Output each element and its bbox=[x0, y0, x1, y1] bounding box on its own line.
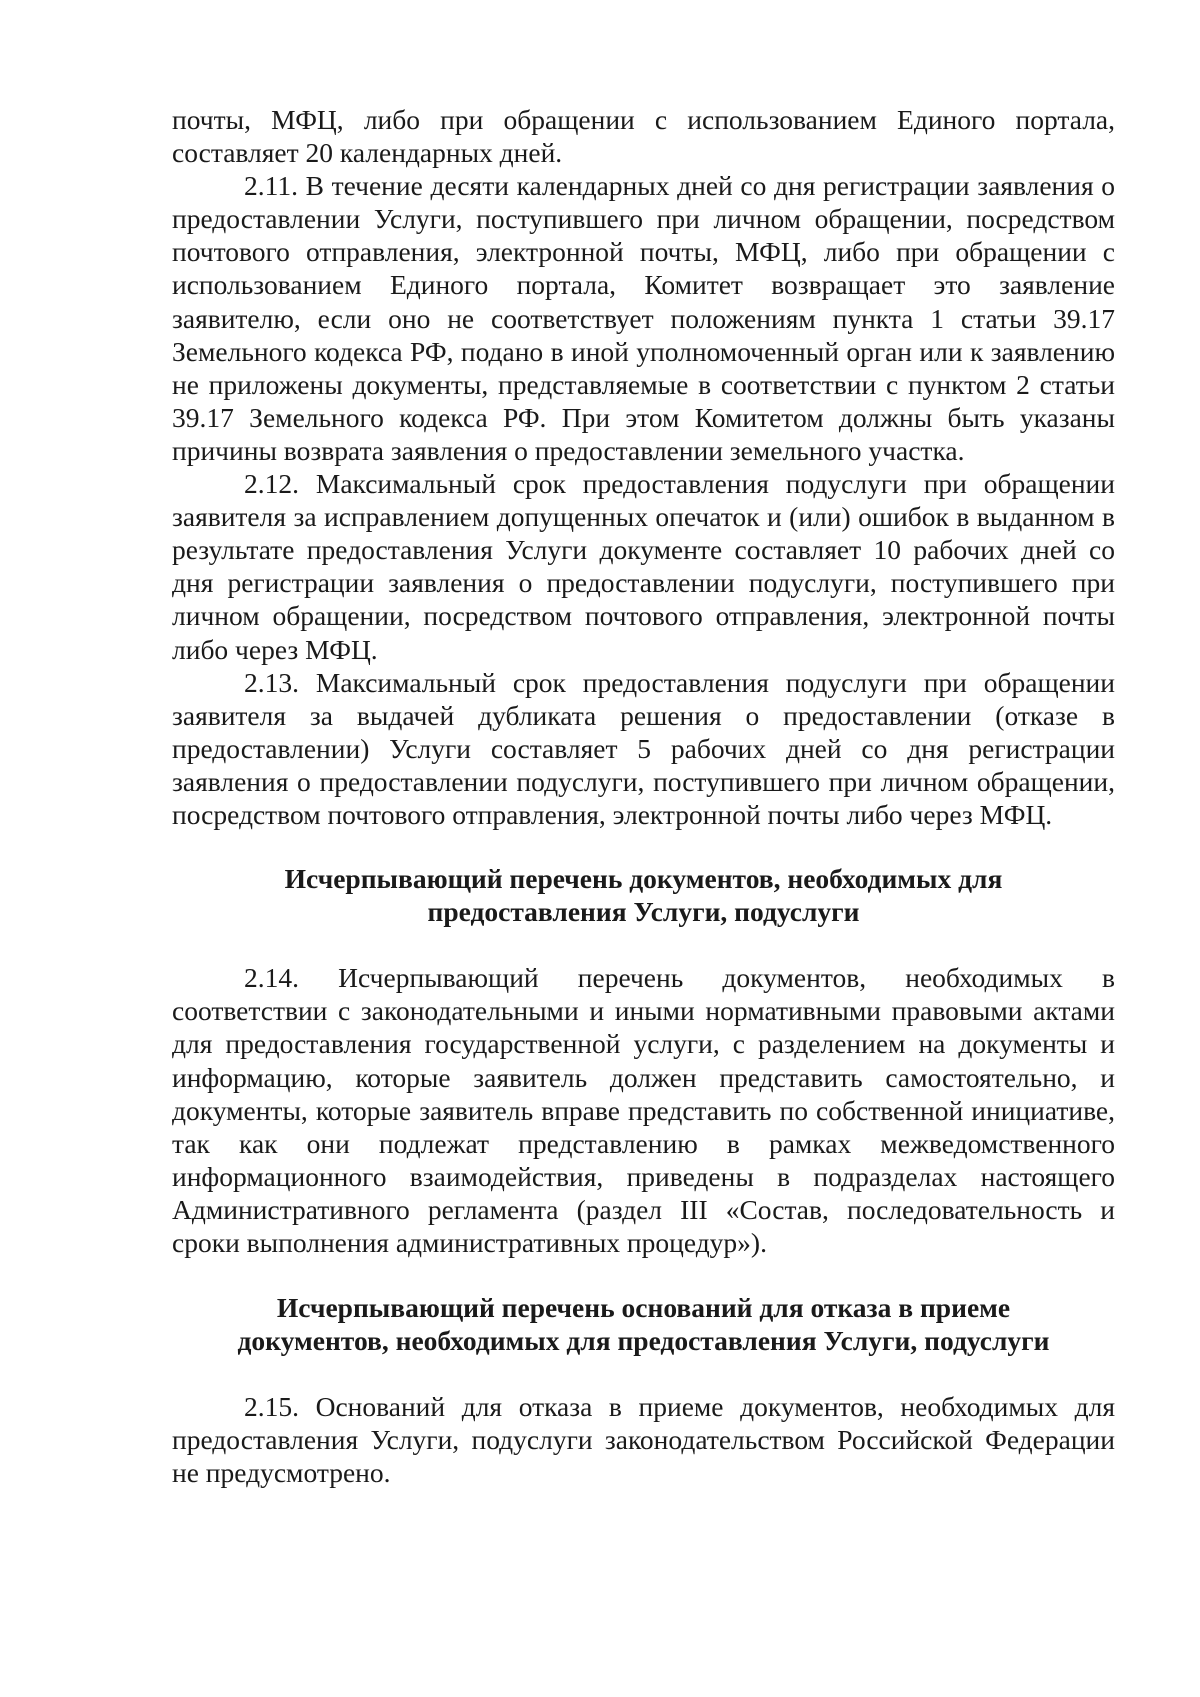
section-heading-refusal-grounds-line2: документов, необходимых для предоставления Услуги, подуслуги bbox=[237, 1325, 1050, 1357]
paragraph-2-15: 2.15. Оснований для отказа в приеме документов, необходимых для предоставления Услуги, подуслуги законодательством Российской Федерации не предусмотрено. bbox=[172, 1391, 1115, 1489]
paragraph-2-13: 2.13. Максимальный срок предоставления подуслуги при обращении заявителя за выдачей дубликата решения о предоставлении (отказе в предоставлении) Услуги составляет 5 рабочих дней со дня регистрации заявления о предоставлении подуслуги, поступившего при личном обращении, посредством почтового отправления, электронной почты либо через МФЦ. bbox=[172, 666, 1115, 830]
section-heading-documents-line1: Исчерпывающий перечень документов, необходимых для bbox=[284, 863, 1003, 895]
document-body bbox=[172, 103, 1115, 1490]
section-heading-refusal-grounds bbox=[172, 1291, 1115, 1357]
paragraph-2-11: 2.11. В течение десяти календарных дней со дня регистрации заявления о предоставлении Услуги, поступившего при личном обращении, посредством почтового отправления, электронной почты, МФЦ, либо при обращении с использованием Единого портала, Комитет возвращает это заявление заявителю, если оно не соответствует положениям пункта 1 статьи 39.17 Земельного кодекса РФ, подано в иной уполномоченный орган или к заявлению не приложены документы, представляемые в соответствии с пунктом 2 статьи 39.17 Земельного кодекса РФ. При этом Комитетом должны быть указаны причины возврата заявления о предоставлении земельного участка. bbox=[172, 170, 1115, 466]
paragraph-2-14: 2.14. Исчерпывающий перечень документов, необходимых в соответствии с законодательными и иными нормативными правовыми актами для предоставления государственной услуги, с разделением на документы и информацию, которые заявитель должен представить самостоятельно, и документы, которые заявитель вправе представить по собственной инициативе, так как они подлежат представлению в рамках межведомственного информационного взаимодействия, приведены в подразделах настоящего Административного регламента (раздел III «Состав, последовательность и сроки выполнения административных процедур»). bbox=[172, 962, 1115, 1258]
section-heading-refusal-grounds-line1: Исчерпывающий перечень оснований для отказа в приеме bbox=[276, 1292, 1011, 1324]
section-heading-documents bbox=[172, 862, 1115, 928]
paragraph-continuation: почты, МФЦ, либо при обращении с использованием Единого портала, составляет 20 календарных дней. bbox=[172, 104, 1115, 169]
section-heading-documents-line2: предоставления Услуги, подуслуги bbox=[427, 896, 860, 928]
paragraph-2-12: 2.12. Максимальный срок предоставления подуслуги при обращении заявителя за исправлением допущенных опечаток и (или) ошибок в выданном в результате предоставления Услуги документе составляет 10 рабочих дней со дня регистрации заявления о предоставлении подуслуги, поступившего при личном обращении, посредством почтового отправления, электронной почты либо через МФЦ. bbox=[172, 468, 1115, 665]
